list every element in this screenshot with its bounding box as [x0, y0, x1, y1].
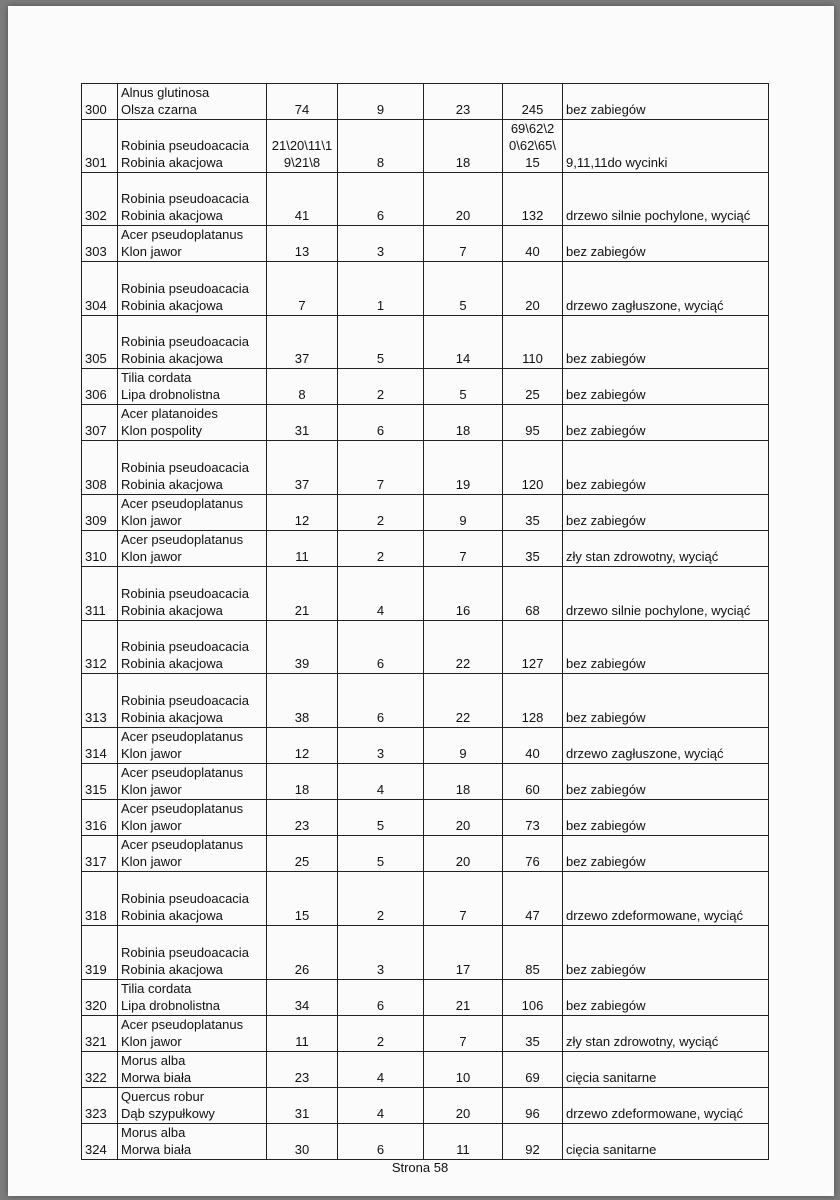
measure-4: 35: [503, 1016, 563, 1052]
tree-number: 306: [82, 369, 118, 405]
measure-3: 5: [424, 369, 503, 405]
tree-number: 303: [82, 226, 118, 262]
tree-number: 318: [82, 872, 118, 926]
measure-2: 6: [338, 980, 424, 1016]
tree-species: Robinia pseudoacacia Robinia akacjowa: [118, 567, 267, 621]
table-row: [82, 567, 769, 621]
measure-3: 7: [424, 1016, 503, 1052]
trunk-measure: 21: [267, 567, 338, 621]
treatment-note: bez zabiegów: [563, 316, 769, 369]
table-row: [82, 1052, 769, 1088]
treatment-note: bez zabiegów: [563, 226, 769, 262]
measure-3: 22: [424, 674, 503, 728]
tree-species: Acer pseudoplatanus Klon jawor: [118, 495, 267, 531]
measure-3: 7: [424, 872, 503, 926]
tree-species: Quercus robur Dąb szypułkowy: [118, 1088, 267, 1124]
table-row: [82, 316, 769, 369]
tree-number: 316: [82, 800, 118, 836]
treatment-note: bez zabiegów: [563, 369, 769, 405]
measure-3: 20: [424, 173, 503, 226]
tree-number: 308: [82, 441, 118, 495]
measure-2: 3: [338, 728, 424, 764]
treatment-note: drzewo zagłuszone, wyciąć: [563, 262, 769, 316]
tree-number: 309: [82, 495, 118, 531]
measure-4: 73: [503, 800, 563, 836]
trunk-measure: 31: [267, 1088, 338, 1124]
measure-4: 25: [503, 369, 563, 405]
tree-species: Robinia pseudoacacia Robinia akacjowa: [118, 441, 267, 495]
measure-3: 18: [424, 405, 503, 441]
measure-2: 3: [338, 226, 424, 262]
measure-3: 18: [424, 120, 503, 173]
measure-2: 6: [338, 621, 424, 674]
tree-species: Acer pseudoplatanus Klon jawor: [118, 531, 267, 567]
measure-4: 245: [503, 84, 563, 120]
measure-2: 4: [338, 1052, 424, 1088]
table-row: [82, 674, 769, 728]
measure-2: 6: [338, 674, 424, 728]
table-row: [82, 926, 769, 980]
measure-4: 35: [503, 531, 563, 567]
trunk-measure: 37: [267, 316, 338, 369]
tree-species: Robinia pseudoacacia Robinia akacjowa: [118, 872, 267, 926]
measure-2: 2: [338, 369, 424, 405]
measure-4: 20: [503, 262, 563, 316]
measure-2: 5: [338, 836, 424, 872]
table-row: [82, 84, 769, 120]
treatment-note: bez zabiegów: [563, 764, 769, 800]
measure-2: 1: [338, 262, 424, 316]
treatment-note: 9,11,11do wycinki: [563, 120, 769, 173]
measure-2: 2: [338, 1016, 424, 1052]
tree-number: 301: [82, 120, 118, 173]
tree-species: Tilia cordata Lipa drobnolistna: [118, 369, 267, 405]
table-row: [82, 173, 769, 226]
trunk-measure: 11: [267, 1016, 338, 1052]
tree-number: 311: [82, 567, 118, 621]
trunk-measure: 30: [267, 1124, 338, 1160]
measure-2: 6: [338, 405, 424, 441]
measure-3: 18: [424, 764, 503, 800]
measure-3: 21: [424, 980, 503, 1016]
treatment-note: bez zabiegów: [563, 836, 769, 872]
measure-4: 132: [503, 173, 563, 226]
measure-4: 69: [503, 1052, 563, 1088]
measure-4: 92: [503, 1124, 563, 1160]
measure-3: 9: [424, 495, 503, 531]
treatment-note: bez zabiegów: [563, 926, 769, 980]
table-row: [82, 728, 769, 764]
tree-species: Tilia cordata Lipa drobnolistna: [118, 980, 267, 1016]
trunk-measure: 26: [267, 926, 338, 980]
tree-number: 313: [82, 674, 118, 728]
treatment-note: zły stan zdrowotny, wyciąć: [563, 1016, 769, 1052]
trunk-measure: 21\20\11\1 9\21\8: [267, 120, 338, 173]
treatment-note: zły stan zdrowotny, wyciąć: [563, 531, 769, 567]
measure-2: 2: [338, 531, 424, 567]
tree-species: Robinia pseudoacacia Robinia akacjowa: [118, 926, 267, 980]
trunk-measure: 23: [267, 800, 338, 836]
treatment-note: bez zabiegów: [563, 674, 769, 728]
tree-inventory-table: [81, 83, 769, 1160]
tree-number: 320: [82, 980, 118, 1016]
measure-2: 4: [338, 567, 424, 621]
measure-4: 47: [503, 872, 563, 926]
table-row: [82, 764, 769, 800]
treatment-note: bez zabiegów: [563, 405, 769, 441]
tree-species: Robinia pseudoacacia Robinia akacjowa: [118, 120, 267, 173]
trunk-measure: 74: [267, 84, 338, 120]
tree-number: 319: [82, 926, 118, 980]
tree-number: 305: [82, 316, 118, 369]
measure-3: 20: [424, 800, 503, 836]
table-row: [82, 531, 769, 567]
tree-species: Acer platanoides Klon pospolity: [118, 405, 267, 441]
trunk-measure: 34: [267, 980, 338, 1016]
tree-number: 317: [82, 836, 118, 872]
measure-3: 14: [424, 316, 503, 369]
measure-3: 10: [424, 1052, 503, 1088]
measure-3: 5: [424, 262, 503, 316]
measure-2: 9: [338, 84, 424, 120]
table-row: [82, 980, 769, 1016]
table-row: [82, 120, 769, 173]
measure-4: 69\62\2 0\62\65\ 15: [503, 120, 563, 173]
measure-4: 96: [503, 1088, 563, 1124]
trunk-measure: 18: [267, 764, 338, 800]
treatment-note: drzewo silnie pochylone, wyciąć: [563, 173, 769, 226]
measure-4: 110: [503, 316, 563, 369]
trunk-measure: 31: [267, 405, 338, 441]
measure-3: 20: [424, 1088, 503, 1124]
measure-3: 9: [424, 728, 503, 764]
tree-number: 312: [82, 621, 118, 674]
tree-number: 302: [82, 173, 118, 226]
treatment-note: drzewo zdeformowane, wyciąć: [563, 1088, 769, 1124]
tree-species: Robinia pseudoacacia Robinia akacjowa: [118, 173, 267, 226]
measure-4: 85: [503, 926, 563, 980]
measure-2: 5: [338, 316, 424, 369]
tree-species: Morus alba Morwa biała: [118, 1052, 267, 1088]
treatment-note: bez zabiegów: [563, 621, 769, 674]
table-row: [82, 1124, 769, 1160]
trunk-measure: 11: [267, 531, 338, 567]
tree-number: 314: [82, 728, 118, 764]
table-row: [82, 836, 769, 872]
measure-2: 5: [338, 800, 424, 836]
measure-3: 7: [424, 531, 503, 567]
measure-4: 120: [503, 441, 563, 495]
trunk-measure: 23: [267, 1052, 338, 1088]
treatment-note: bez zabiegów: [563, 84, 769, 120]
measure-4: 60: [503, 764, 563, 800]
measure-4: 127: [503, 621, 563, 674]
measure-4: 40: [503, 226, 563, 262]
tree-number: 315: [82, 764, 118, 800]
table-row: [82, 872, 769, 926]
trunk-measure: 12: [267, 495, 338, 531]
tree-species: Robinia pseudoacacia Robinia akacjowa: [118, 674, 267, 728]
treatment-note: cięcia sanitarne: [563, 1052, 769, 1088]
measure-3: 11: [424, 1124, 503, 1160]
tree-number: 322: [82, 1052, 118, 1088]
tree-species: Robinia pseudoacacia Robinia akacjowa: [118, 316, 267, 369]
measure-2: 8: [338, 120, 424, 173]
measure-4: 95: [503, 405, 563, 441]
table-row: [82, 262, 769, 316]
tree-number: 324: [82, 1124, 118, 1160]
table-row: [82, 1088, 769, 1124]
measure-2: 4: [338, 764, 424, 800]
page-number: Strona 58: [391, 1160, 449, 1175]
measure-3: 16: [424, 567, 503, 621]
treatment-note: bez zabiegów: [563, 800, 769, 836]
table-row: [82, 621, 769, 674]
tree-species: Acer pseudoplatanus Klon jawor: [118, 226, 267, 262]
table-row: [82, 800, 769, 836]
tree-species: Acer pseudoplatanus Klon jawor: [118, 836, 267, 872]
treatment-note: cięcia sanitarne: [563, 1124, 769, 1160]
trunk-measure: 41: [267, 173, 338, 226]
tree-species: Acer pseudoplatanus Klon jawor: [118, 728, 267, 764]
measure-3: 7: [424, 226, 503, 262]
measure-4: 40: [503, 728, 563, 764]
treatment-note: bez zabiegów: [563, 495, 769, 531]
measure-2: 7: [338, 441, 424, 495]
measure-3: 20: [424, 836, 503, 872]
measure-4: 35: [503, 495, 563, 531]
table-row: [82, 226, 769, 262]
table-row: [82, 495, 769, 531]
tree-species: Robinia pseudoacacia Robinia akacjowa: [118, 621, 267, 674]
trunk-measure: 25: [267, 836, 338, 872]
measure-3: 22: [424, 621, 503, 674]
tree-species: Robinia pseudoacacia Robinia akacjowa: [118, 262, 267, 316]
measure-2: 3: [338, 926, 424, 980]
tree-number: 310: [82, 531, 118, 567]
trunk-measure: 15: [267, 872, 338, 926]
measure-4: 68: [503, 567, 563, 621]
tree-species: Acer pseudoplatanus Klon jawor: [118, 764, 267, 800]
measure-4: 76: [503, 836, 563, 872]
measure-3: 17: [424, 926, 503, 980]
measure-3: 23: [424, 84, 503, 120]
tree-number: 304: [82, 262, 118, 316]
tree-number: 321: [82, 1016, 118, 1052]
tree-species: Acer pseudoplatanus Klon jawor: [118, 800, 267, 836]
treatment-note: bez zabiegów: [563, 980, 769, 1016]
treatment-note: drzewo silnie pochylone, wyciąć: [563, 567, 769, 621]
trunk-measure: 8: [267, 369, 338, 405]
table-row: [82, 1016, 769, 1052]
trunk-measure: 12: [267, 728, 338, 764]
tree-species: Acer pseudoplatanus Klon jawor: [118, 1016, 267, 1052]
tree-species: Alnus glutinosa Olsza czarna: [118, 84, 267, 120]
treatment-note: drzewo zdeformowane, wyciąć: [563, 872, 769, 926]
measure-2: 4: [338, 1088, 424, 1124]
measure-2: 2: [338, 872, 424, 926]
treatment-note: bez zabiegów: [563, 441, 769, 495]
measure-2: 6: [338, 173, 424, 226]
table-row: [82, 441, 769, 495]
table-row: [82, 369, 769, 405]
tree-number: 307: [82, 405, 118, 441]
trunk-measure: 7: [267, 262, 338, 316]
measure-2: 2: [338, 495, 424, 531]
measure-3: 19: [424, 441, 503, 495]
measure-2: 6: [338, 1124, 424, 1160]
measure-4: 128: [503, 674, 563, 728]
tree-number: 323: [82, 1088, 118, 1124]
trunk-measure: 13: [267, 226, 338, 262]
tree-species: Morus alba Morwa biała: [118, 1124, 267, 1160]
trunk-measure: 39: [267, 621, 338, 674]
tree-number: 300: [82, 84, 118, 120]
trunk-measure: 37: [267, 441, 338, 495]
measure-4: 106: [503, 980, 563, 1016]
treatment-note: drzewo zagłuszone, wyciąć: [563, 728, 769, 764]
trunk-measure: 38: [267, 674, 338, 728]
table-row: [82, 405, 769, 441]
